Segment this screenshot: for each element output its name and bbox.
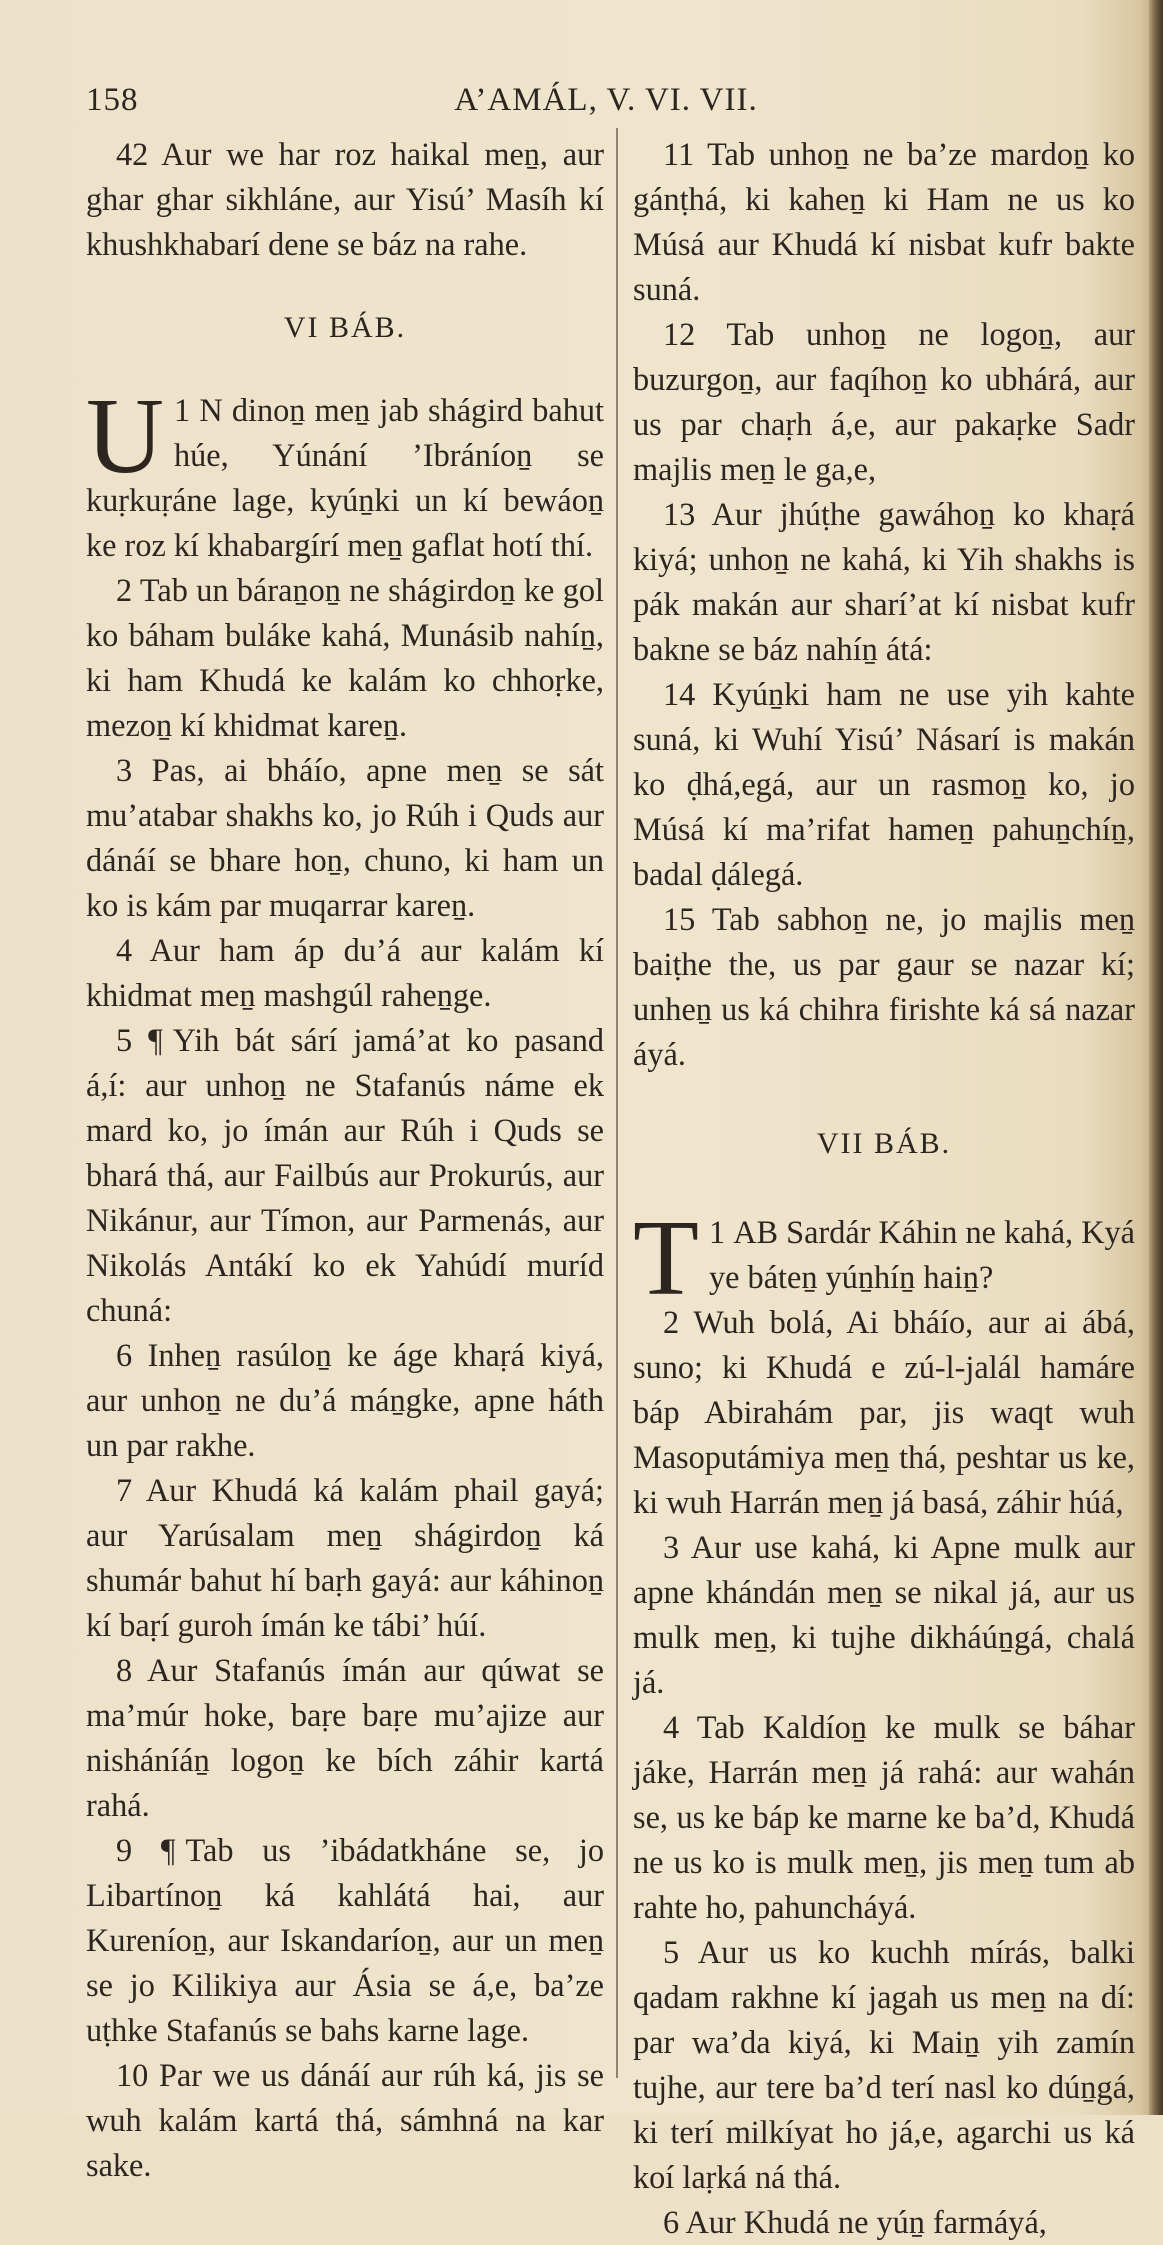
column-divider xyxy=(616,128,618,2078)
verse-text: AB Sardár Káhin ne kahá, Kyá ye báteṉ yúṉhíṉ haiṉ? xyxy=(708,1214,1136,1295)
verse-6-2: 2 Tab un báraṉoṉ ne shágirdoṉ ke gol ko báham buláke kahá, Munásib nahíṉ, ki ham Khudá ke kalám ko chhoṛke, mezoṉ kí khidmat kareṉ. xyxy=(86,572,604,743)
chapter-heading-7: VII BÁB. xyxy=(816,1127,952,1160)
page-edge xyxy=(1149,0,1163,2115)
verse-7-3: 3 Aur use kahá, ki Apne mulk aur apne khándán meṉ se nikal já, aur us mulk meṉ, ki tujhe dikháúṉgá, chalá já. xyxy=(633,1529,1135,1700)
verse-text: N dinoṉ meṉ jab shágird bahut húe, Yúnání ’Ibráníoṉ se kuṛkuṛáne lage, kyúṉki un kí bewáoṉ ke roz kí khabargírí meṉ gaflat hotí thí. xyxy=(86,392,605,563)
verse-6-4: 4 Aur ham áp du’á aur kalám kí khidmat meṉ mashgúl raheṉge. xyxy=(86,932,604,1013)
verse-7-4: 4 Tab Kaldíoṉ ke mulk se báhar jáke, Harrán meṉ já rahá: aur wahán se, us ke báp ke marne ke ba’d, Khudá ne us ko is mulk meṉ, jis meṉ tum ab rahte ho, pahuncháyá. xyxy=(633,1709,1135,1925)
verse-6-5 xyxy=(86,1018,604,1333)
verse-5-42: 42 Aur we har roz haikal meṉ, aur ghar ghar sikhláne, aur Yisú’ Masíh kí khushkhabarí dene se báz na rahe. xyxy=(86,136,604,262)
verse-7-1 xyxy=(633,1199,1136,1318)
verse-6-10: 10 Par we us dánáí aur rúh ká, jis se wuh kalám kartá thá, sámhná na kar sake. xyxy=(86,2057,604,2183)
drop-cap: U xyxy=(86,377,164,496)
verse-6-1 xyxy=(86,377,605,568)
verse-text: Yih bát sárí jamá’at ko pasand á,í: aur unhoṉ ne Stafanús náme ek mard ko, jo ímán aur Rúh i Quds se bhará thá, aur Failbús aur Prokurús, aur Nikánur, aur Tímon, aur Parmenás, aur Nikolás Antákí ko ek Yahúdí muríd chuná: xyxy=(86,1022,605,1328)
verse-6-12: 12 Tab unhoṉ ne logoṉ, aur buzurgoṉ, aur faqíhoṉ ko ubhárá, aur us par chaṛh á,e, aur pakaṛke Sadr majlis meṉ le ga,e, xyxy=(633,316,1135,487)
verse-6-3: 3 Pas, ai bháío, apne meṉ se sát mu’atabar shakhs ko, jo Rúh i Quds aur dánáí se bhare hoṉ, chuno, ki ham un ko is kám par muqarrar kareṉ. xyxy=(86,752,604,923)
verse-text: Tab us ’ibádatkháne se, jo Libartínoṉ ká kahlátá hai, aur Kureníoṉ, aur Iskandaríoṉ, aur un meṉ se jo Kilikiya aur Ásia se á,e, ba’ze uṭhke Stafanús se bahs karne lage. xyxy=(86,1832,604,2048)
verse-7-5: 5 Aur us ko kuchh mírás, balki qadam rakhne kí jagah us meṉ na dí: par wa’da kiyá, ki Maiṉ yih zamín tujhe, aur tere ba’d terí nasl ko dúṉgá, ki terí milkíyat ho já,e, agarchi us ká koí laṛká ná thá. xyxy=(633,1934,1135,2195)
drop-cap: T xyxy=(633,1199,699,1318)
verse-6-9 xyxy=(86,1828,604,2053)
verse-number: 5 xyxy=(116,1022,133,1058)
left-column xyxy=(86,132,604,2188)
pilcrow-icon: ¶ xyxy=(160,1832,176,1868)
page-header xyxy=(86,82,1126,130)
verse-number: 1 xyxy=(708,1214,726,1250)
verse-6-11: 11 Tab unhoṉ ne ba’ze mardoṉ ko gánṭhá, ki kaheṉ ki Ham ne us ko Músá aur Khudá kí nisbat kufr bakte suná. xyxy=(633,136,1135,307)
verse-6-7: 7 Aur Khudá ká kalám phail gayá; aur Yarúsalam meṉ shágirdoṉ ká shumár bahut hí baṛh gayá: aur káhinoṉ kí baṛí guroh ímán ke tábi’ húí. xyxy=(86,1472,604,1643)
verse-7-6: 6 Aur Khudá ne yúṉ farmáyá, xyxy=(663,2204,1047,2240)
verse-7-2: 2 Wuh bolá, Ai bháío, aur ai ábá, suno; ki Khudá e zú-l-jalál hamáre báp Abirahám par, jis waqt wuh Masoputámiya meṉ thá, peshtar us ke, ki wuh Harrán meṉ já basá, záhir húá, xyxy=(633,1304,1135,1520)
verse-number: 9 xyxy=(116,1832,133,1868)
verse-6-15: 15 Tab sabhoṉ ne, jo majlis meṉ baiṭhe the, us par gaur se nazar kí; unheṉ us ká chihra firishte ká sá nazar áyá. xyxy=(633,901,1135,1072)
right-column xyxy=(633,132,1135,2245)
verse-number: 1 xyxy=(174,392,191,428)
page-number: 158 xyxy=(86,82,139,118)
pilcrow-icon: ¶ xyxy=(148,1022,163,1058)
verse-6-13: 13 Aur jhúṭhe gawáhoṉ ko khaṛá kiyá; unhoṉ ne kahá, ki Yih shakhs is pák makán aur sharí’at kí nisbat kufr bakne se báz nahíṉ átá: xyxy=(633,496,1135,667)
running-title: A’AMÁL, V. VI. VII. xyxy=(454,82,758,118)
verse-6-6: 6 Inheṉ rasúloṉ ke áge khaṛá kiyá, aur unhoṉ ne du’á máṉgke, apne háth un par rakhe. xyxy=(86,1337,604,1463)
verse-6-14: 14 Kyúṉki ham ne use yih kahte suná, ki Wuhí Yisú’ Násarí is makán ko ḍhá,egá, aur un rasmoṉ ko, jo Músá kí ma’rifat hameṉ pahuṉchíṉ, badal ḍálegá. xyxy=(633,676,1135,892)
chapter-heading-6: VI BÁB. xyxy=(283,311,407,344)
verse-6-8: 8 Aur Stafanús ímán aur qúwat se ma’múr hoke, baṛe baṛe mu’ajize aur nisháníáṉ logoṉ ke bích záhir kartá rahá. xyxy=(86,1652,604,1823)
